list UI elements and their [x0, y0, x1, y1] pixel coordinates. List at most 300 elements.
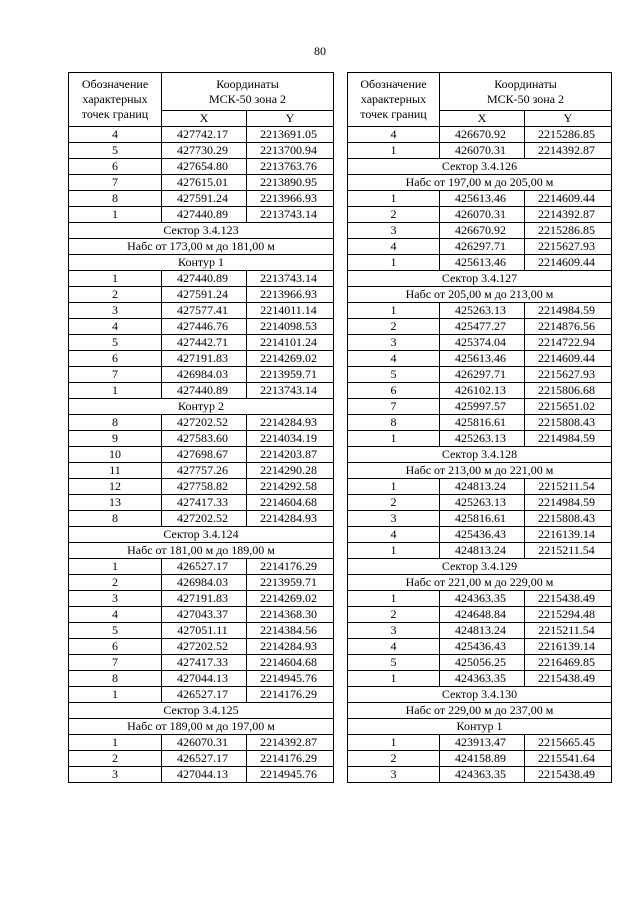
coord-y: 2215286.85 — [525, 223, 612, 239]
coord-y: 2213959.71 — [247, 575, 334, 591]
point-number: 4 — [348, 127, 440, 143]
coord-y: 2215211.54 — [525, 623, 612, 639]
table-row — [69, 687, 334, 703]
section-title: Сектор 3.4.123 — [69, 223, 334, 239]
coord-x: 427044.13 — [162, 767, 247, 783]
table-row — [69, 191, 334, 207]
point-number: 1 — [348, 591, 440, 607]
coord-y: 2215627.93 — [525, 367, 612, 383]
section-title: Сектор 3.4.124 — [69, 527, 334, 543]
coord-y: 2214609.44 — [525, 191, 612, 207]
coord-x: 427440.89 — [162, 207, 247, 223]
coord-y: 2214722.94 — [525, 335, 612, 351]
coord-y: 2214176.29 — [247, 687, 334, 703]
coord-y: 2214368.30 — [247, 607, 334, 623]
coord-y: 2215286.85 — [525, 127, 612, 143]
coord-x: 425056.25 — [440, 655, 525, 671]
header-point-designation — [69, 73, 162, 127]
coord-x: 427615.01 — [162, 175, 247, 191]
point-number: 4 — [348, 351, 440, 367]
point-number: 7 — [69, 367, 162, 383]
coord-y: 2213743.14 — [247, 207, 334, 223]
section-title-row — [348, 175, 612, 191]
coord-y: 2213959.71 — [247, 367, 334, 383]
coord-x: 427757.26 — [162, 463, 247, 479]
table-row — [69, 367, 334, 383]
section-title-row — [69, 703, 334, 719]
coord-y: 2216139.14 — [525, 639, 612, 655]
table-row — [348, 767, 612, 783]
coord-x: 427051.11 — [162, 623, 247, 639]
coord-y: 2215651.02 — [525, 399, 612, 415]
table-row — [69, 671, 334, 687]
point-number: 1 — [69, 735, 162, 751]
table-row — [348, 255, 612, 271]
section-title-row — [69, 255, 334, 271]
coord-y: 2214034.19 — [247, 431, 334, 447]
point-number: 6 — [69, 159, 162, 175]
table-row — [348, 319, 612, 335]
coord-x: 425997.57 — [440, 399, 525, 415]
point-number: 3 — [348, 767, 440, 783]
point-number: 9 — [69, 431, 162, 447]
table-row — [348, 431, 612, 447]
table-row — [348, 303, 612, 319]
coord-x: 427654.80 — [162, 159, 247, 175]
point-number: 6 — [69, 639, 162, 655]
table-row — [69, 415, 334, 431]
table-row — [69, 463, 334, 479]
point-number: 8 — [69, 415, 162, 431]
coord-x: 424813.24 — [440, 479, 525, 495]
coord-x: 427583.60 — [162, 431, 247, 447]
coord-x: 427442.71 — [162, 335, 247, 351]
coord-y: 2215627.93 — [525, 239, 612, 255]
coord-x: 427591.24 — [162, 287, 247, 303]
coord-y: 2215211.54 — [525, 479, 612, 495]
coordinates-table-right — [347, 72, 612, 783]
table-row — [69, 303, 334, 319]
point-number: 3 — [348, 223, 440, 239]
table-row — [348, 399, 612, 415]
coord-y: 2214392.87 — [525, 207, 612, 223]
table-row — [69, 575, 334, 591]
coord-y: 2214945.76 — [247, 767, 334, 783]
coord-x: 426070.31 — [162, 735, 247, 751]
coord-y: 2213966.93 — [247, 287, 334, 303]
table-row — [69, 655, 334, 671]
coord-x: 424363.35 — [440, 591, 525, 607]
coord-y: 2215541.64 — [525, 751, 612, 767]
point-number: 2 — [69, 575, 162, 591]
point-number: 1 — [348, 671, 440, 687]
point-number: 5 — [348, 655, 440, 671]
coord-x: 425436.43 — [440, 639, 525, 655]
coord-x: 423913.47 — [440, 735, 525, 751]
coord-y: 2214284.93 — [247, 415, 334, 431]
coord-x: 424363.35 — [440, 671, 525, 687]
header-coords-line-2: МСК-50 зона 2 — [486, 92, 565, 106]
point-number: 10 — [69, 447, 162, 463]
header-point-line-3: точек границ — [360, 107, 427, 121]
header-point-designation — [348, 73, 440, 127]
coord-y: 2213743.14 — [247, 271, 334, 287]
coord-x: 427417.33 — [162, 655, 247, 671]
coord-x: 427446.76 — [162, 319, 247, 335]
coord-x: 424648.84 — [440, 607, 525, 623]
point-number: 8 — [69, 671, 162, 687]
point-number: 1 — [348, 735, 440, 751]
table-row — [348, 527, 612, 543]
section-title-row — [69, 543, 334, 559]
table-row — [348, 127, 612, 143]
coord-y: 2215808.43 — [525, 415, 612, 431]
coord-y: 2213691.05 — [247, 127, 334, 143]
section-title: Сектор 3.4.129 — [348, 559, 612, 575]
point-number: 3 — [69, 303, 162, 319]
coord-x: 427191.83 — [162, 591, 247, 607]
point-number: 2 — [348, 495, 440, 511]
coord-x: 427440.89 — [162, 383, 247, 399]
header-coords-line-2: МСК-50 зона 2 — [208, 92, 287, 106]
coord-x: 425477.27 — [440, 319, 525, 335]
point-number: 3 — [69, 767, 162, 783]
coord-y: 2214945.76 — [247, 671, 334, 687]
point-number: 2 — [348, 319, 440, 335]
point-number: 1 — [69, 207, 162, 223]
coord-x: 425436.43 — [440, 527, 525, 543]
coord-y: 2213700.94 — [247, 143, 334, 159]
header-coords-line-1: Координаты — [216, 77, 279, 91]
point-number: 4 — [69, 319, 162, 335]
table-row — [69, 143, 334, 159]
point-number: 2 — [348, 751, 440, 767]
point-number: 2 — [69, 287, 162, 303]
table-row — [69, 767, 334, 783]
table-row — [348, 223, 612, 239]
point-number: 4 — [69, 127, 162, 143]
table-header-row — [348, 73, 612, 111]
coord-x: 427577.41 — [162, 303, 247, 319]
header-x: X — [440, 111, 525, 127]
table-row — [69, 559, 334, 575]
section-title: Сектор 3.4.130 — [348, 687, 612, 703]
point-number: 7 — [69, 655, 162, 671]
coord-y: 2215808.43 — [525, 511, 612, 527]
section-title-row — [348, 447, 612, 463]
point-number: 1 — [348, 255, 440, 271]
coord-x: 426070.31 — [440, 143, 525, 159]
table-row — [348, 639, 612, 655]
table-row — [69, 751, 334, 767]
coord-y: 2214290.28 — [247, 463, 334, 479]
point-number: 1 — [69, 559, 162, 575]
table-row — [69, 431, 334, 447]
table-row — [69, 735, 334, 751]
point-number: 2 — [348, 607, 440, 623]
coord-y: 2215665.45 — [525, 735, 612, 751]
point-number: 6 — [69, 351, 162, 367]
coord-y: 2214984.59 — [525, 495, 612, 511]
table-row — [348, 207, 612, 223]
point-number: 1 — [348, 143, 440, 159]
coord-x: 427191.83 — [162, 351, 247, 367]
table-row — [69, 639, 334, 655]
coord-y: 2214384.56 — [247, 623, 334, 639]
point-number: 1 — [348, 543, 440, 559]
point-number: 2 — [69, 751, 162, 767]
coord-x: 424813.24 — [440, 543, 525, 559]
section-title: Набс от 205,00 м до 213,00 м — [348, 287, 612, 303]
section-title-row — [348, 719, 612, 735]
coord-x: 427742.17 — [162, 127, 247, 143]
point-number: 8 — [69, 511, 162, 527]
section-title: Набс от 229,00 м до 237,00 м — [348, 703, 612, 719]
table-row — [348, 415, 612, 431]
coord-x: 425613.46 — [440, 351, 525, 367]
table-row — [348, 143, 612, 159]
coord-x: 425263.13 — [440, 431, 525, 447]
section-title: Сектор 3.4.125 — [69, 703, 334, 719]
point-number: 5 — [69, 143, 162, 159]
coord-x: 426670.92 — [440, 223, 525, 239]
table-row — [69, 607, 334, 623]
coord-x: 426670.92 — [440, 127, 525, 143]
table-row — [348, 591, 612, 607]
header-point-line-1: Обозначение — [81, 77, 149, 91]
coord-y: 2214876.56 — [525, 319, 612, 335]
section-title-row — [69, 399, 334, 415]
table-row — [69, 319, 334, 335]
coord-y: 2213966.93 — [247, 191, 334, 207]
table-row — [348, 239, 612, 255]
coord-x: 426527.17 — [162, 751, 247, 767]
point-number: 1 — [348, 303, 440, 319]
section-title: Набс от 173,00 м до 181,00 м — [69, 239, 334, 255]
point-number: 6 — [348, 383, 440, 399]
coord-y: 2214392.87 — [525, 143, 612, 159]
coord-x: 424813.24 — [440, 623, 525, 639]
coord-y: 2213743.14 — [247, 383, 334, 399]
header-point-line-2: характерных — [360, 92, 427, 106]
coord-x: 426297.71 — [440, 239, 525, 255]
table-row — [69, 351, 334, 367]
coord-y: 2214011.14 — [247, 303, 334, 319]
coord-x: 427730.29 — [162, 143, 247, 159]
coord-y: 2214609.44 — [525, 351, 612, 367]
coord-x: 426984.03 — [162, 367, 247, 383]
header-point-line-3: точек границ — [81, 107, 149, 121]
table-row — [69, 479, 334, 495]
point-number: 11 — [69, 463, 162, 479]
point-number: 1 — [348, 431, 440, 447]
point-number: 3 — [348, 335, 440, 351]
point-number: 3 — [348, 511, 440, 527]
coord-x: 427591.24 — [162, 191, 247, 207]
table-row — [348, 495, 612, 511]
coord-x: 425374.04 — [440, 335, 525, 351]
coord-x: 425816.61 — [440, 415, 525, 431]
section-title: Сектор 3.4.128 — [348, 447, 612, 463]
section-title-row — [69, 239, 334, 255]
table-row — [69, 159, 334, 175]
section-title-row — [69, 223, 334, 239]
point-number: 13 — [69, 495, 162, 511]
coord-y: 2215438.49 — [525, 767, 612, 783]
coord-y: 2214203.87 — [247, 447, 334, 463]
coord-y: 2214984.59 — [525, 303, 612, 319]
point-number: 4 — [69, 607, 162, 623]
coord-y: 2216469.85 — [525, 655, 612, 671]
coord-y: 2214101.24 — [247, 335, 334, 351]
coord-x: 427044.13 — [162, 671, 247, 687]
coord-y: 2215806.68 — [525, 383, 612, 399]
header-point-line-1: Обозначение — [360, 77, 427, 91]
table-row — [348, 511, 612, 527]
coord-x: 426527.17 — [162, 687, 247, 703]
point-number: 2 — [348, 207, 440, 223]
table-row — [348, 335, 612, 351]
table-row — [348, 479, 612, 495]
section-title-row — [348, 687, 612, 703]
coord-x: 427758.82 — [162, 479, 247, 495]
coord-y: 2215211.54 — [525, 543, 612, 559]
coord-y: 2214984.59 — [525, 431, 612, 447]
point-number: 7 — [348, 399, 440, 415]
coord-x: 425613.46 — [440, 191, 525, 207]
coord-x: 425613.46 — [440, 255, 525, 271]
point-number: 3 — [348, 623, 440, 639]
table-row — [69, 175, 334, 191]
section-title-row — [348, 703, 612, 719]
point-number: 12 — [69, 479, 162, 495]
header-coordinates — [162, 73, 334, 111]
point-number: 3 — [69, 591, 162, 607]
table-row — [69, 383, 334, 399]
coord-x: 425263.13 — [440, 303, 525, 319]
coord-y: 2213890.95 — [247, 175, 334, 191]
table-row — [69, 335, 334, 351]
section-title: Набс от 181,00 м до 189,00 м — [69, 543, 334, 559]
table-header-row — [69, 73, 334, 111]
coord-x: 425263.13 — [440, 495, 525, 511]
table-row — [348, 623, 612, 639]
table-row — [348, 543, 612, 559]
point-number: 1 — [69, 271, 162, 287]
table-row — [348, 735, 612, 751]
coord-y: 2216139.14 — [525, 527, 612, 543]
coord-x: 426070.31 — [440, 207, 525, 223]
coord-x: 426297.71 — [440, 367, 525, 383]
coord-y: 2214292.58 — [247, 479, 334, 495]
coord-y: 2215294.48 — [525, 607, 612, 623]
coord-y: 2214609.44 — [525, 255, 612, 271]
point-number: 5 — [348, 367, 440, 383]
section-title-row — [348, 271, 612, 287]
coord-y: 2214176.29 — [247, 751, 334, 767]
table-row — [69, 495, 334, 511]
point-number: 5 — [69, 335, 162, 351]
section-title: Набс от 221,00 м до 229,00 м — [348, 575, 612, 591]
table-row — [348, 671, 612, 687]
coord-x: 424158.89 — [440, 751, 525, 767]
page-number: 80 — [314, 44, 326, 58]
point-number: 8 — [348, 415, 440, 431]
coord-y: 2214392.87 — [247, 735, 334, 751]
table-row — [348, 607, 612, 623]
table-row — [348, 367, 612, 383]
point-number: 1 — [69, 383, 162, 399]
coord-x: 426527.17 — [162, 559, 247, 575]
coord-x: 424363.35 — [440, 767, 525, 783]
coord-x: 425816.61 — [440, 511, 525, 527]
table-row — [348, 383, 612, 399]
table-row — [69, 271, 334, 287]
section-title: Набс от 213,00 м до 221,00 м — [348, 463, 612, 479]
coord-y: 2215438.49 — [525, 671, 612, 687]
point-number: 1 — [69, 687, 162, 703]
section-title-row — [348, 159, 612, 175]
coord-x: 427202.52 — [162, 415, 247, 431]
coord-y: 2214269.02 — [247, 591, 334, 607]
section-title-row — [348, 287, 612, 303]
section-title: Контур 2 — [69, 399, 334, 415]
section-title: Контур 1 — [348, 719, 612, 735]
section-title: Сектор 3.4.126 — [348, 159, 612, 175]
table-row — [348, 351, 612, 367]
coord-x: 427202.52 — [162, 511, 247, 527]
section-title-row — [348, 559, 612, 575]
coord-x: 426102.13 — [440, 383, 525, 399]
point-number: 1 — [348, 191, 440, 207]
point-number: 5 — [69, 623, 162, 639]
table-row — [69, 287, 334, 303]
point-number: 4 — [348, 527, 440, 543]
coord-y: 2214269.02 — [247, 351, 334, 367]
header-point-line-2: характерных — [82, 92, 148, 106]
table-row — [69, 127, 334, 143]
coord-x: 427440.89 — [162, 271, 247, 287]
table-row — [69, 511, 334, 527]
coord-y: 2214284.93 — [247, 511, 334, 527]
section-title-row — [348, 463, 612, 479]
coord-x: 427698.67 — [162, 447, 247, 463]
coord-y: 2214604.68 — [247, 495, 334, 511]
section-title-row — [348, 575, 612, 591]
table-row — [348, 191, 612, 207]
coord-x: 427043.37 — [162, 607, 247, 623]
header-coords-line-1: Координаты — [494, 77, 557, 91]
point-number: 4 — [348, 639, 440, 655]
table-row — [69, 591, 334, 607]
header-y: Y — [525, 111, 612, 127]
table-row — [348, 751, 612, 767]
header-coordinates — [440, 73, 612, 111]
coord-y: 2213763.76 — [247, 159, 334, 175]
header-x: X — [162, 111, 247, 127]
section-title: Контур 1 — [69, 255, 334, 271]
point-number: 4 — [348, 239, 440, 255]
section-title-row — [69, 527, 334, 543]
table-row — [69, 623, 334, 639]
table-row — [69, 447, 334, 463]
coord-y: 2214284.93 — [247, 639, 334, 655]
coord-y: 2214604.68 — [247, 655, 334, 671]
table-row — [348, 655, 612, 671]
coord-y: 2214098.53 — [247, 319, 334, 335]
section-title-row — [69, 719, 334, 735]
coordinates-table-left — [68, 72, 334, 783]
